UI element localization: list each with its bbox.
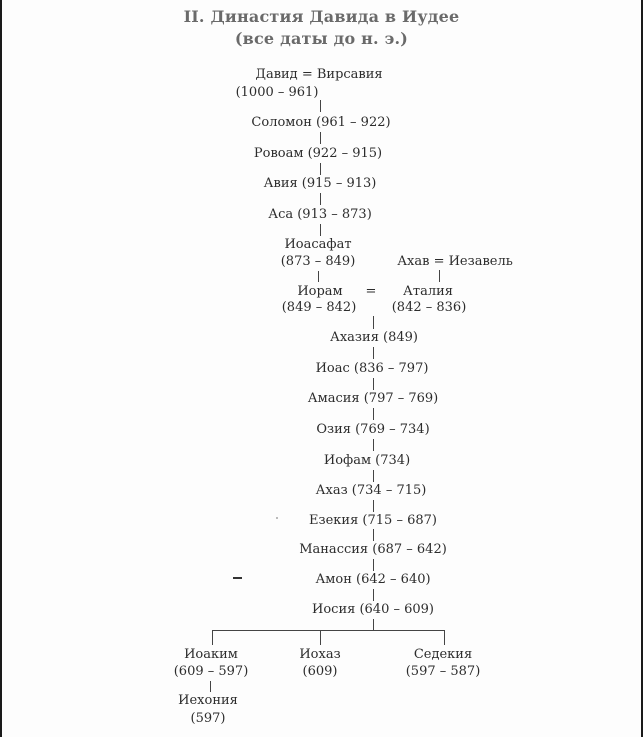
connector-line [373, 589, 374, 601]
node-uzziah: Озия (769 – 734) [316, 422, 430, 437]
connector-line [373, 316, 374, 329]
node-jehoshaphat: Иоасафат [284, 237, 352, 252]
node-hezekiah: Езекия (715 – 687) [309, 513, 437, 528]
connector-line [320, 100, 321, 112]
children-branch-line [212, 630, 445, 631]
node-rehoboam: Ровоам (922 – 915) [253, 146, 383, 161]
node-david: Давид = Вирсавия [255, 67, 383, 82]
page-subtitle: (все даты до н. э.) [234, 29, 409, 48]
node-jehoiakim-dates: (609 – 597) [173, 664, 249, 679]
node-athaliah: Аталия [403, 284, 453, 299]
node-josiah: Иосия (640 – 609) [312, 602, 434, 617]
connector-line [373, 529, 374, 541]
node-jeconiah: Иехония [178, 693, 238, 708]
node-ahaziah: Ахазия (849) [330, 330, 418, 345]
connector-line [373, 439, 374, 451]
node-david-dates: (1000 – 961) [235, 85, 319, 100]
connector-line [320, 224, 321, 236]
connector-line [373, 619, 374, 630]
connector-line [439, 270, 440, 282]
connector-line [373, 408, 374, 420]
connector-line [320, 630, 321, 645]
node-ahaz: Ахаз (734 – 715) [315, 483, 427, 498]
connector-line [373, 500, 374, 512]
node-jehoram-dates: (849 – 842) [281, 300, 357, 315]
scan-artifact-mark [233, 577, 242, 579]
connector-line [373, 470, 374, 482]
connector-line [212, 630, 213, 645]
node-athaliah-dates: (842 – 836) [391, 300, 467, 315]
connector-line [320, 193, 321, 205]
marriage-sign: = [365, 284, 377, 299]
node-solomon: Соломон (961 – 922) [251, 115, 391, 130]
node-jeconiah-dates: (597) [190, 711, 226, 726]
connector-line [373, 347, 374, 359]
node-jehoahaz-dates: (609) [302, 664, 338, 679]
connector-line [320, 132, 321, 144]
node-ahab: Ахав = Иезавель [397, 254, 513, 269]
node-jehoahaz: Иохаз [299, 647, 341, 662]
connector-line [210, 681, 211, 692]
scan-artifact-speck [276, 517, 278, 519]
node-jehoram: Иорам [297, 284, 343, 299]
node-jehoshaphat-dates: (873 – 849) [280, 254, 356, 269]
node-abijah: Авия (915 – 913) [263, 176, 377, 191]
node-amon: Амон (642 – 640) [315, 572, 431, 587]
node-joash: Иоас (836 – 797) [315, 361, 429, 376]
node-jehoiakim: Иоаким [184, 647, 238, 662]
connector-line [373, 559, 374, 571]
page-title: II. Династия Давида в Иудее [183, 7, 460, 26]
connector-line [444, 630, 445, 645]
node-zedekiah: Седекия [413, 647, 473, 662]
node-amaziah: Амасия (797 – 769) [307, 391, 439, 406]
node-asa: Аса (913 – 873) [268, 207, 372, 222]
node-zedekiah-dates: (597 – 587) [405, 664, 481, 679]
connector-line [318, 271, 319, 282]
connector-line [320, 163, 321, 175]
left-border [0, 0, 2, 737]
node-manasseh: Манассия (687 – 642) [299, 542, 447, 557]
node-jotham: Иофам (734) [323, 453, 411, 468]
connector-line [373, 378, 374, 390]
